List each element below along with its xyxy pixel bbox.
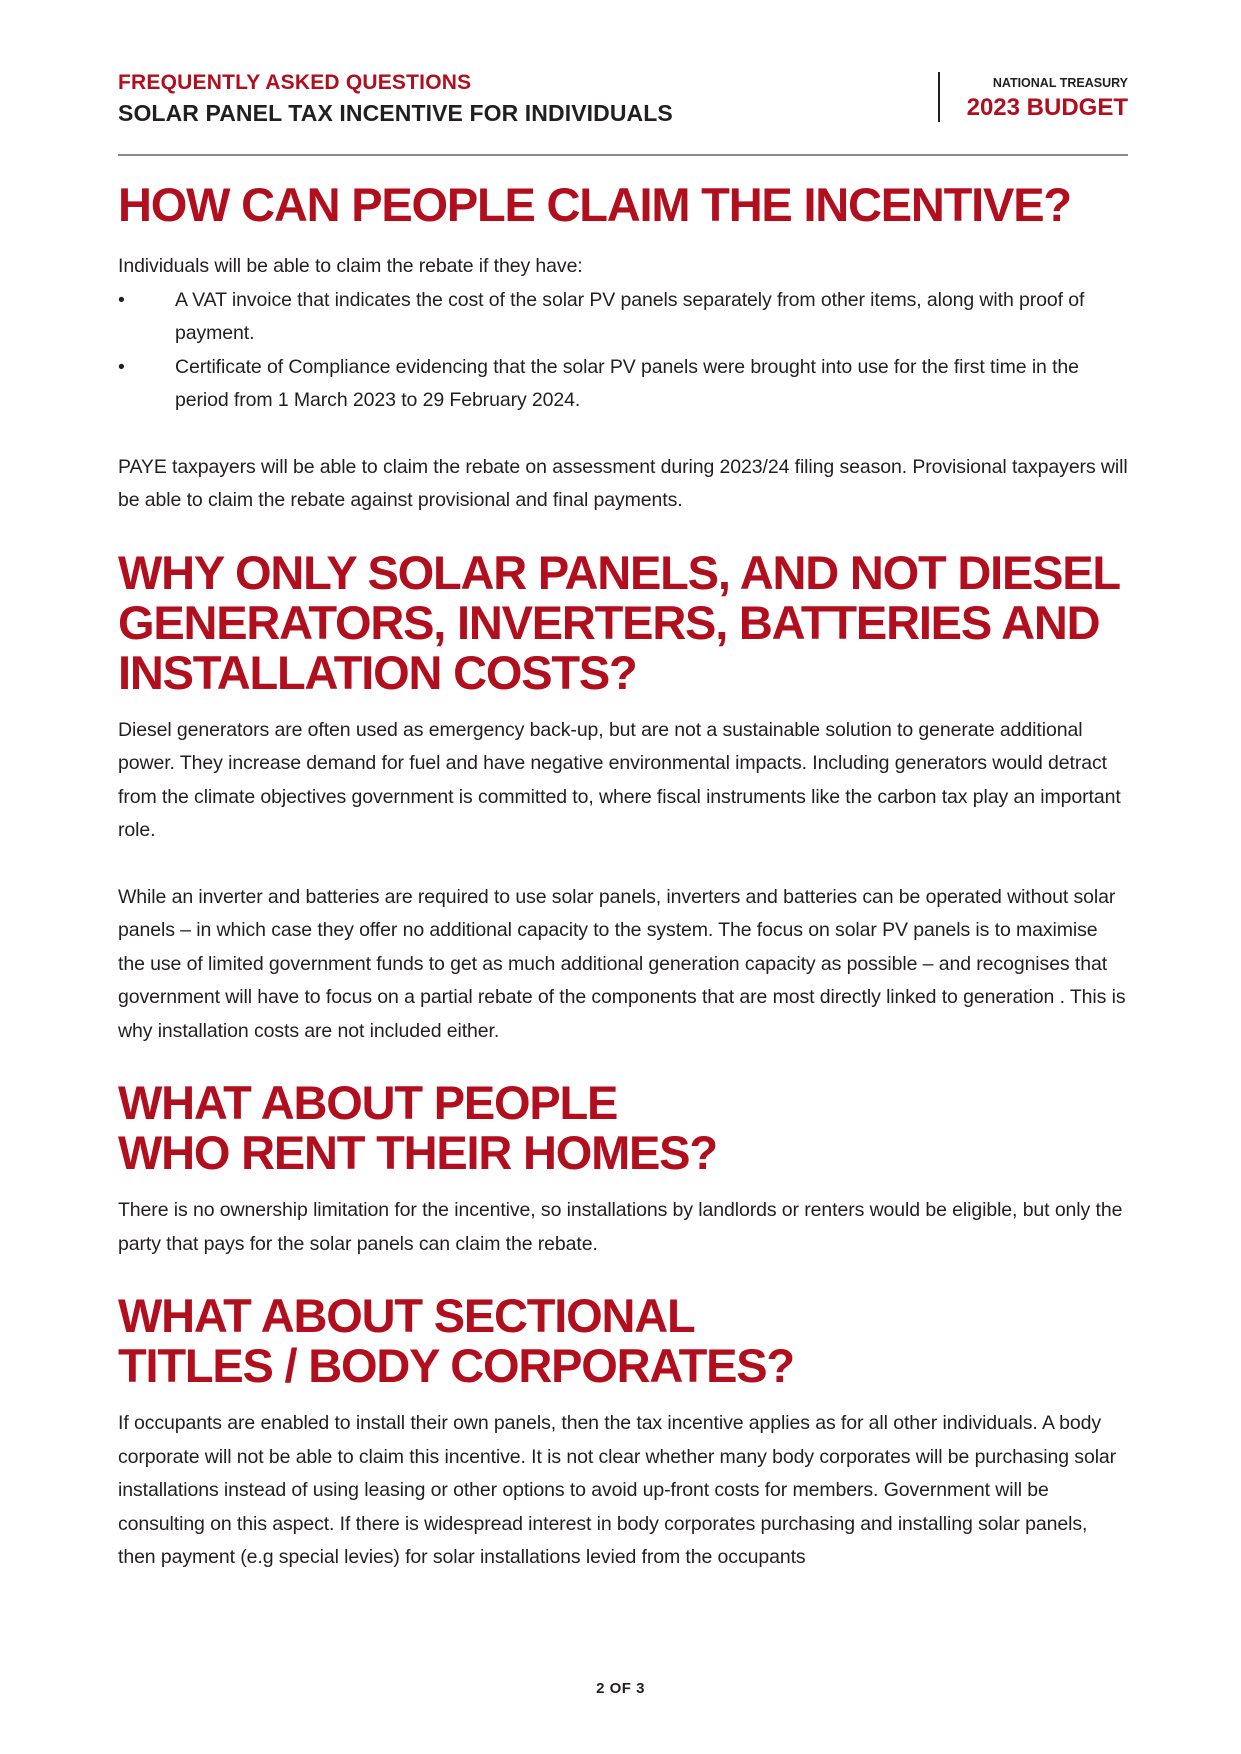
section-intro: Individuals will be able to claim the rebate if they have: <box>118 255 583 277</box>
heading-line: WHAT ABOUT SECTIONAL <box>118 1289 695 1342</box>
heading-line: GENERATORS, INVERTERS, BATTERIES AND <box>118 595 1100 649</box>
list-item <box>118 284 1128 351</box>
heading-line: WHAT ABOUT PEOPLE <box>118 1076 618 1129</box>
section-heading: HOW CAN PEOPLE CLAIM THE INCENTIVE? <box>118 178 1071 231</box>
heading-line: WHY ONLY SOLAR PANELS, AND NOT DIESEL <box>118 545 1120 599</box>
section-heading <box>118 1078 1128 1178</box>
heading-line: TITLES / BODY CORPORATES? <box>118 1339 794 1392</box>
bullet-icon: • <box>118 355 125 378</box>
section-paragraph: PAYE taxpayers will be able to claim the rebate on assessment during 2023/24 filing season. Provisional taxpayers will be able to claim the rebate against provisional and final payments. <box>118 455 1128 511</box>
section-paragraph: If occupants are enabled to install their own panels, then the tax incentive applies as for all other individuals. A body corporate will not be able to claim this incentive. It is not clear whether many body corporates will be purchasing solar installations instead of using leasing or other options to avoid up-front costs for members. Government will be consulting on this aspect. If there is widespread interest in body corporates purchasing and installing solar panels, then payment (e.g special levies) for solar installations levied from the occupants <box>118 1412 1117 1568</box>
list-item <box>118 351 1128 418</box>
requirements-list <box>118 284 1128 418</box>
list-item-text: A VAT invoice that indicates the cost of the solar PV panels separately from other items, along with proof of payment. <box>175 288 1085 344</box>
section-renters <box>118 1078 1128 1261</box>
header-divider <box>118 154 1128 156</box>
list-item-text: Certificate of Compliance evidencing that the solar PV panels were brought into use for the first time in the period from 1 March 2023 to 29 February 2024. <box>175 355 1079 411</box>
page-content <box>118 180 1128 1575</box>
section-heading <box>118 545 1128 699</box>
page-number: 2 OF 3 <box>596 1680 645 1697</box>
section-paragraph: There is no ownership limitation for the incentive, so installations by landlords or renters would be eligible, but only the party that pays for the solar panels can claim the rebate. <box>118 1199 1123 1255</box>
section-heading <box>118 1291 1128 1391</box>
heading-line: WHO RENT THEIR HOMES? <box>118 1126 717 1179</box>
section-why-solar-only <box>118 545 1128 1049</box>
header-kicker: FREQUENTLY ASKED QUESTIONS <box>118 71 472 94</box>
header-org: NATIONAL TREASURY <box>992 76 1128 90</box>
section-sectional-titles <box>118 1291 1128 1575</box>
header-budget-block <box>938 72 1128 122</box>
header-budget: 2023 BUDGET <box>966 94 1128 121</box>
section-how-to-claim <box>118 180 1128 518</box>
heading-line: INSTALLATION COSTS? <box>118 645 637 699</box>
section-paragraph: While an inverter and batteries are required to use solar panels, inverters and batteries can be operated without solar panels – in which case they offer no additional capacity to the system. The focus on solar PV panels is to maximise the use of limited government funds to get as much additional generation capacity as possible – and recognises that government will have to focus on a partial rebate of the components that are most directly linked to generation . This is why installation costs are not included either. <box>118 885 1126 1042</box>
section-paragraph: Diesel generators are often used as emergency back-up, but are not a sustainable solution to generate additional power. They increase demand for fuel and have negative environmental impacts. Including generators would detract from the climate objectives government is committed to, where fiscal instruments like the carbon tax play an important role. <box>118 718 1121 841</box>
bullet-icon: • <box>118 288 125 311</box>
page-header <box>118 70 1128 156</box>
header-title-block <box>118 70 673 128</box>
header-title: SOLAR PANEL TAX INCENTIVE FOR INDIVIDUALS <box>118 100 673 126</box>
